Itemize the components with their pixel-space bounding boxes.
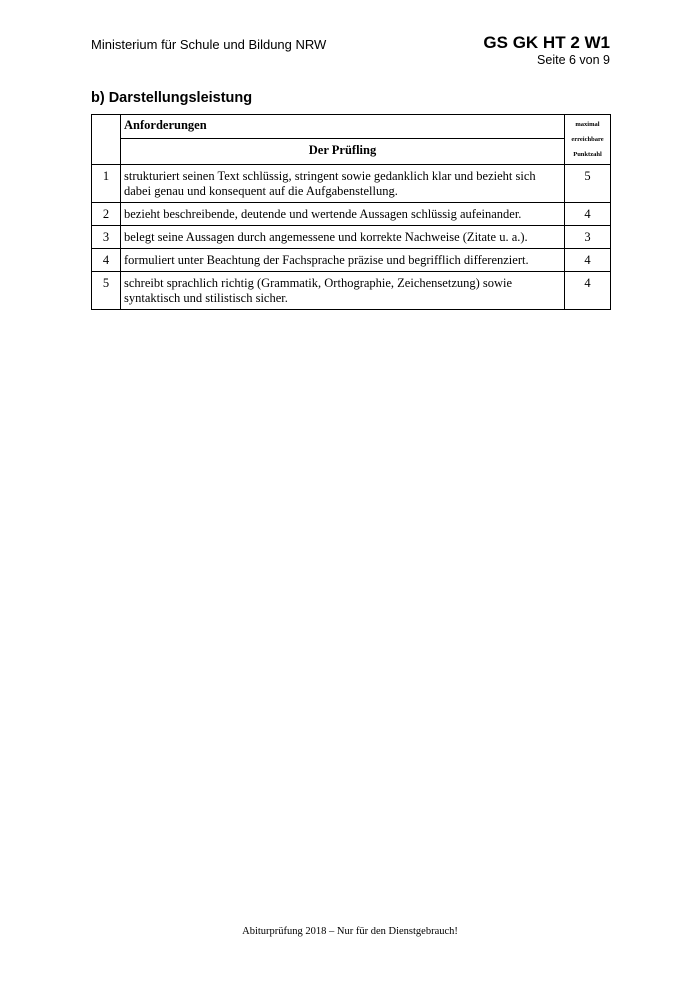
row-requirement: belegt seine Aussagen durch angemessene und korrekte Nachweise (Zitate u. a.). [121,226,565,249]
document-code: GS GK HT 2 W1 [483,33,610,52]
row-number: 3 [92,226,121,249]
table-row [92,249,611,272]
header-requirements: Anforderungen [121,115,565,139]
page-number: Seite 6 von 9 [537,53,610,67]
row-number: 1 [92,165,121,203]
header-candidate: Der Prüfling [121,138,565,164]
header-right [483,33,610,68]
requirements-table [91,114,611,310]
row-requirement: bezieht beschreibende, deutende und wertende Aussagen schlüssig aufeinander. [121,203,565,226]
row-points: 4 [565,203,611,226]
row-points: 5 [565,165,611,203]
row-number: 2 [92,203,121,226]
section-title: b) Darstellungsleistung [91,90,253,106]
table-row [92,272,611,310]
header-points-line: maximal [575,121,600,128]
ministry-name: Ministerium für Schule und Bildung NRW [91,37,327,52]
row-number: 4 [92,249,121,272]
row-requirement: formuliert unter Beachtung der Fachsprache präzise und begrifflich differenziert. [121,249,565,272]
table-row [92,226,611,249]
header-points-line: Punktzahl [573,151,602,158]
row-points: 3 [565,226,611,249]
header-max-points [565,115,611,165]
row-requirement: strukturiert seinen Text schlüssig, stringent sowie gedanklich klar und bezieht sich dabei genau und konsequent auf die Aufgabenstellung. [121,165,565,203]
table-header-row [92,115,611,139]
row-requirement: schreibt sprachlich richtig (Grammatik, Orthographie, Zeichensetzung) sowie syntaktisch und stilistisch sicher. [121,272,565,310]
table-row [92,165,611,203]
header-num-cell [92,115,121,165]
footer-note: Abiturprüfung 2018 – Nur für den Dienstgebrauch! [242,926,458,937]
header-points-line: erreichbare [571,136,604,143]
table-subheader-row [92,138,611,164]
row-points: 4 [565,249,611,272]
table-row [92,203,611,226]
row-points: 4 [565,272,611,310]
row-number: 5 [92,272,121,310]
